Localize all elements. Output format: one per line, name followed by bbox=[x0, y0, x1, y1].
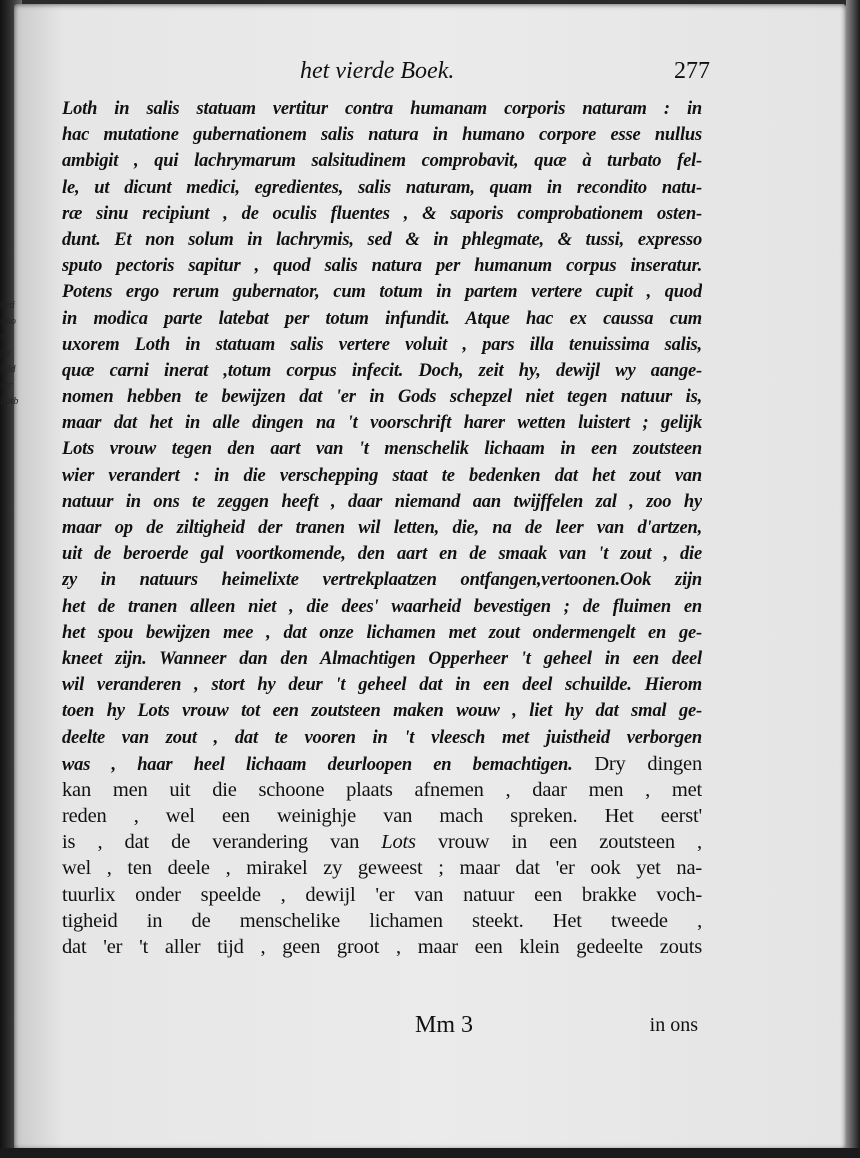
text-line: dat 'er 't aller tijd , geen groot , maar een klein gedeelte zouts bbox=[62, 936, 702, 958]
page-right-edge bbox=[846, 0, 860, 1158]
body-text bbox=[62, 96, 702, 960]
text-line: natuur in ons te zeggen heeft , daar niemand aan twijffelen zal , zoo hy bbox=[62, 491, 702, 512]
margin-notes bbox=[0, 300, 22, 412]
text-line: het de tranen alleen niet , die dees' waarheid bevestigen ; de fluimen en bbox=[62, 596, 702, 617]
signature-mark: Mm 3 bbox=[415, 1012, 474, 1038]
roman-span: vrouw in een zoutsteen , bbox=[415, 831, 702, 854]
text-line: quæ carni inerat ,totum corpus infecit. Doch, zeit hy, dewijl wy aange- bbox=[62, 360, 702, 381]
text-line: uxorem Loth in statuam salis vertere voluit , pars illa tenuissima salis, bbox=[62, 334, 702, 355]
text-line: Potens ergo rerum gubernator, cum totum in partem vertere cupit , quod bbox=[62, 282, 702, 303]
text-line: in modica parte latebat per totum infundit. Atque hac ex caussa cum bbox=[62, 308, 702, 329]
text-line bbox=[62, 829, 702, 855]
text-line: Lots vrouw tegen den aart van 't menschelik lichaam in een zoutsteen bbox=[62, 439, 702, 460]
text-line bbox=[62, 751, 702, 777]
text-line: le, ut dicunt medici, egredientes, salis naturam, quam in recondito natu- bbox=[62, 177, 702, 198]
text-line: tuurlix onder speelde , dewijl 'er van natuur een brakke voch- bbox=[62, 883, 702, 906]
text-line: wier verandert : in die verschepping staat te bedenken dat het zout van bbox=[62, 465, 702, 486]
text-line: kneet zijn. Wanneer dan den Almachtigen Opperheer 't geheel in een deel bbox=[62, 648, 702, 669]
roman-span: is , dat de verandering van bbox=[62, 831, 382, 854]
page-header bbox=[60, 58, 710, 92]
text-line: het spou bewijzen mee , dat onze lichamen met zout ondermengelt en ge- bbox=[62, 622, 702, 643]
text-line: ræ sinu recipiunt , de oculis fluentes , & saporis comprobationem osten- bbox=[62, 203, 702, 224]
running-title: het vierde Boek. bbox=[300, 58, 455, 84]
text-line: uit de beroerde gal voortkomende, den aart en de smaak van 't zout , die bbox=[62, 544, 702, 565]
text-line: Loth in salis statuam vertitur contra humanam corporis naturam : in bbox=[62, 99, 702, 119]
margin-note: heti bbox=[0, 300, 15, 311]
text-line: zy in natuurs heimelixte vertrekplaatzen ontfangen,vertoonen.Ook zijn bbox=[62, 570, 702, 591]
margin-note: Lotb bbox=[0, 396, 19, 407]
text-line: kan men uit die schoone plaats afnemen , daar men , met bbox=[62, 778, 702, 801]
text-line: tigheid in de menschelike lichamen steekt. Het tweede , bbox=[62, 909, 702, 932]
text-line: wel , ten deele , mirakel zy geweest ; maar dat 'er ook yet na- bbox=[62, 857, 702, 880]
margin-note: fla bbox=[0, 348, 11, 359]
page-footer bbox=[60, 1012, 700, 1044]
margin-note: scr bbox=[0, 380, 13, 391]
text-line: deelte van zout , dat te vooren in 't vleesch met juistheid verborgen bbox=[62, 727, 702, 748]
text-line: reden , wel een weinighje van mach spreken. Het eerst' bbox=[62, 805, 702, 828]
text-line: maar dat het in alle dingen na 't voorschrift harer wetten luistert ; gelijk bbox=[62, 413, 702, 434]
text-line: hac mutatione gubernationem salis natura in humano corpore esse nullus bbox=[62, 125, 702, 146]
italic-span: was , haar heel lichaam deurloopen en bemachtigen. bbox=[62, 754, 573, 775]
catchword: in ons bbox=[649, 1014, 698, 1036]
page-bottom-edge bbox=[0, 1148, 860, 1158]
margin-note: s ko bbox=[0, 316, 16, 327]
roman-span: Dry dingen bbox=[572, 752, 702, 775]
text-line: dunt. Et non solum in lachrymis, sed & in phlegmate, & tussi, expresso bbox=[62, 229, 702, 250]
italic-span: Lots bbox=[381, 831, 416, 854]
text-line: maar op de ziltigheid der tranen wil letten, die, na de leer van d'artzen, bbox=[62, 518, 702, 538]
margin-note: bild bbox=[0, 364, 16, 375]
text-line: toen hy Lots vrouw tot een zoutsteen maken wouw , liet hy dat smal ge- bbox=[62, 701, 702, 722]
text-line: nomen hebben te bewijzen dat 'er in Gods schepzel niet tegen natuur is, bbox=[62, 387, 702, 408]
text-line: ambigit , qui lachrymarum salsitudinem comprobavit, quæ à turbato fel- bbox=[62, 151, 702, 172]
text-line: wil veranderen , stort hy deur 't geheel dat in een deel schuilde. Hierom bbox=[62, 675, 702, 696]
margin-note: n. bbox=[0, 332, 8, 343]
text-line: sputo pectoris sapitur , quod salis natura per humanum corpus inseratur. bbox=[62, 256, 702, 277]
page-number: 277 bbox=[674, 58, 710, 84]
